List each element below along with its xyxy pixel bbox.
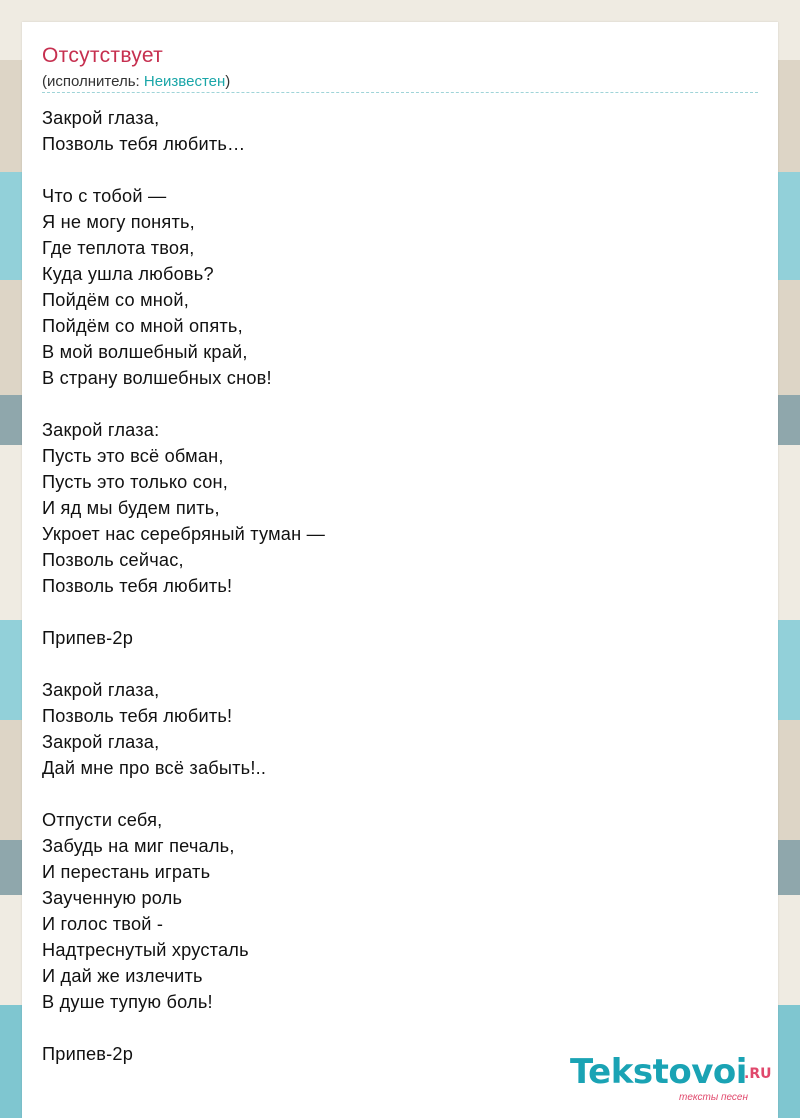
lyrics-line: Закрой глаза, xyxy=(42,108,160,128)
lyrics-line: Я не могу понять, xyxy=(42,212,195,232)
lyrics-blank-line xyxy=(42,391,325,417)
lyrics-line: Закрой глаза, xyxy=(42,680,160,700)
lyrics-line: Куда ушла любовь? xyxy=(42,264,214,284)
lyrics-line: Позволь тебя любить! xyxy=(42,706,233,726)
artist-line xyxy=(42,73,230,90)
logo-tagline: тексты песен xyxy=(679,1092,748,1103)
logo-tld: .RU xyxy=(744,1066,772,1082)
song-title: Отсутствует xyxy=(42,44,164,67)
lyrics-card xyxy=(22,22,778,1118)
lyrics-line: Надтреснутый хрусталь xyxy=(42,940,249,960)
lyrics-line: И перестань играть xyxy=(42,862,211,882)
lyrics-line: Припев-2р xyxy=(42,1044,134,1064)
artist-link[interactable]: Неизвестен xyxy=(143,73,226,90)
lyrics-line: Пусть это только сон, xyxy=(42,472,229,492)
lyrics-line: В мой волшебный край, xyxy=(42,342,248,362)
lyrics-text xyxy=(42,105,325,1067)
lyrics-line: Позволь тебя любить… xyxy=(42,134,246,154)
lyrics-blank-line xyxy=(42,1015,325,1041)
artist-prefix: (исполнитель: xyxy=(42,73,144,90)
lyrics-line: Закрой глаза, xyxy=(42,732,160,752)
lyrics-line: Пусть это всё обман, xyxy=(42,446,224,466)
header-divider xyxy=(42,92,758,93)
lyrics-line: Укроет нас серебряный туман — xyxy=(42,524,325,544)
lyrics-line: Пойдём со мной, xyxy=(42,290,189,310)
lyrics-line: Припев-2р xyxy=(42,628,134,648)
artist-suffix: ) xyxy=(225,73,231,90)
lyrics-blank-line xyxy=(42,157,325,183)
lyrics-line: Забудь на миг печаль, xyxy=(42,836,235,856)
lyrics-line: И дай же излечить xyxy=(42,966,203,986)
lyrics-line: Позволь тебя любить! xyxy=(42,576,233,596)
lyrics-blank-line xyxy=(42,781,325,807)
lyrics-line: Закрой глаза: xyxy=(42,420,160,440)
lyrics-line: Позволь сейчас, xyxy=(42,550,184,570)
lyrics-blank-line xyxy=(42,599,325,625)
lyrics-line: Заученную роль xyxy=(42,888,183,908)
lyrics-line: И яд мы будем пить, xyxy=(42,498,220,518)
lyrics-line: Что с тобой — xyxy=(42,186,167,206)
logo-wordmark: Tekstovoi xyxy=(570,1052,747,1092)
lyrics-line: Пойдём со мной опять, xyxy=(42,316,243,336)
lyrics-line: В страну волшебных снов! xyxy=(42,368,272,388)
lyrics-line: Дай мне про всё забыть!.. xyxy=(42,758,267,778)
site-logo[interactable] xyxy=(570,1052,780,1102)
lyrics-line: В душе тупую боль! xyxy=(42,992,213,1012)
lyrics-line: Отпусти себя, xyxy=(42,810,163,830)
lyrics-blank-line xyxy=(42,651,325,677)
lyrics-line: И голос твой - xyxy=(42,914,164,934)
lyrics-line: Где теплота твоя, xyxy=(42,238,195,258)
